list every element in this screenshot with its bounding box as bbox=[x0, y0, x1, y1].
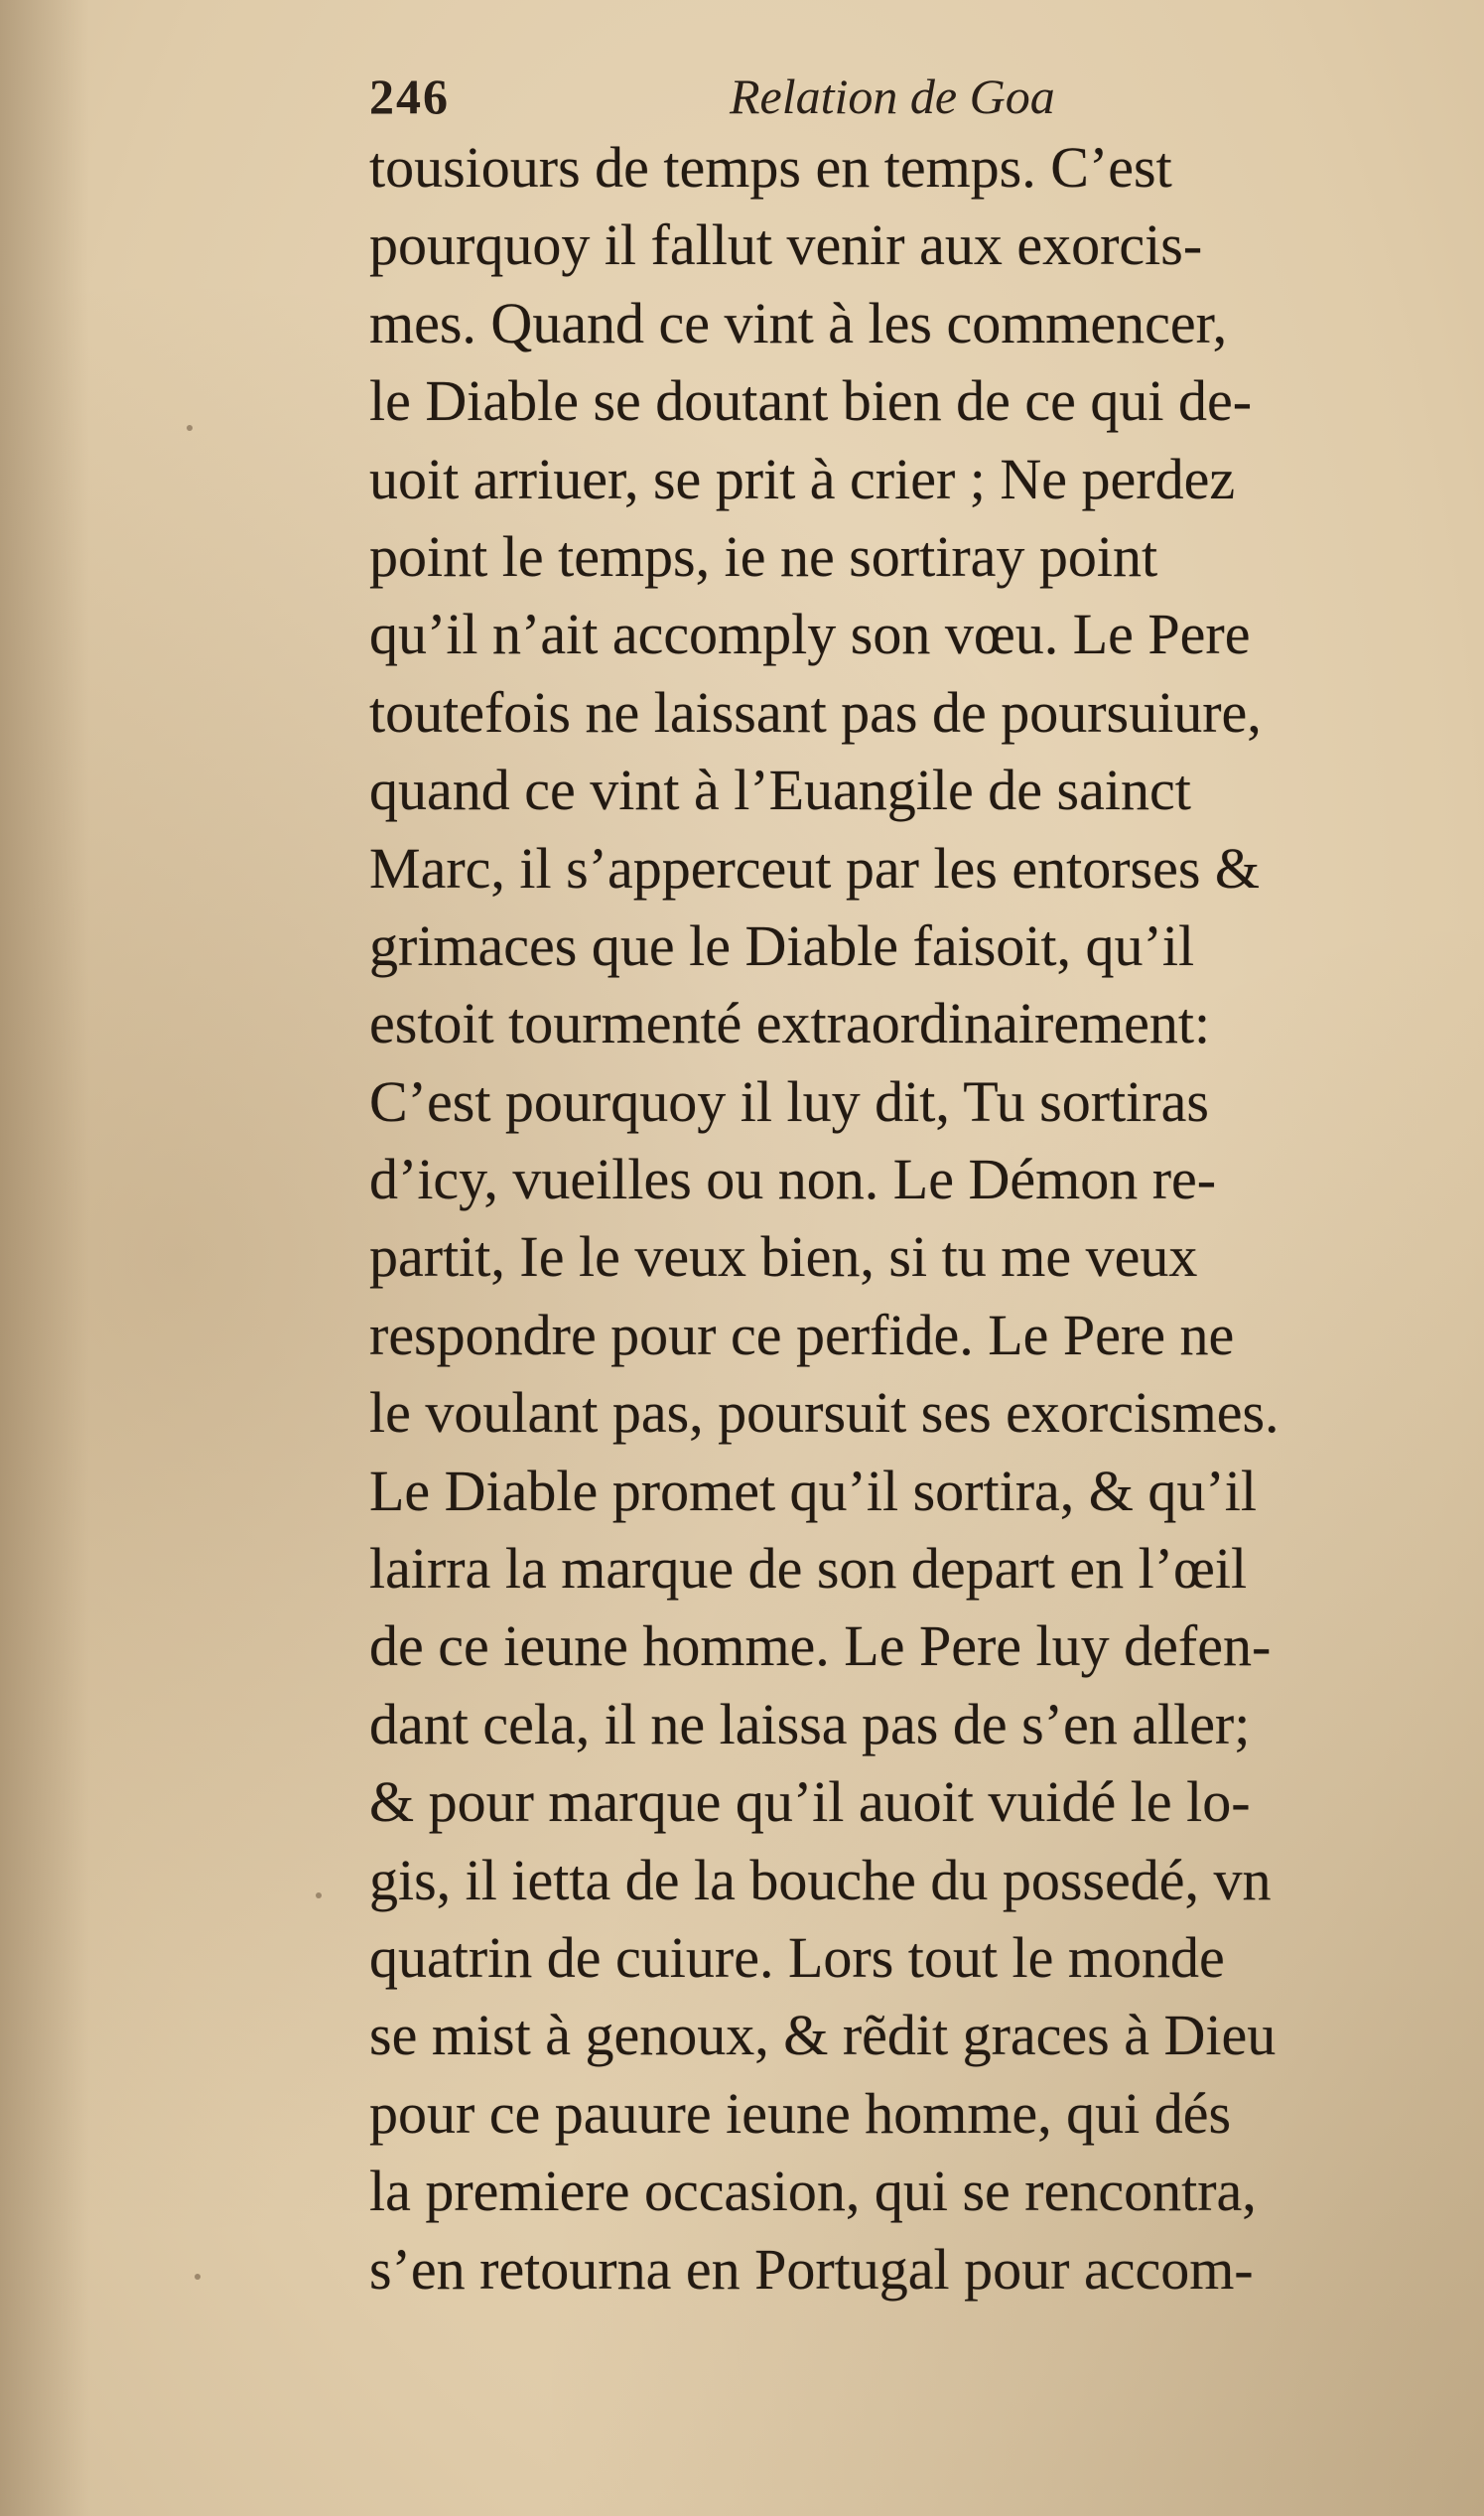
paper-spot bbox=[316, 1892, 322, 1898]
text-line: quand ce vint à l’Euangile de sainct bbox=[369, 758, 1191, 823]
text-line: mes. Quand ce vint à les commencer, bbox=[369, 290, 1228, 355]
text-line: dant cela, il ne laissa pas de s’en aller; bbox=[369, 1691, 1251, 1756]
text-line: estoit tourmenté extraordinairement: bbox=[369, 991, 1211, 1056]
text-line: point le temps, ie ne sortiray point bbox=[369, 523, 1158, 589]
text-line: grimaces que le Diable faisoit, qu’il bbox=[369, 912, 1195, 978]
text-line: quatrin de cuiure. Lors tout le monde bbox=[369, 1924, 1225, 1990]
text-line: le voulant pas, poursuit ses exorcismes. bbox=[369, 1380, 1280, 1446]
text-line: pour ce pauure ieune homme, qui dés bbox=[369, 2080, 1232, 2146]
text-line: qu’il n’ait accomply son vœu. Le Pere bbox=[369, 602, 1251, 667]
paper-spot bbox=[195, 2274, 201, 2280]
running-title: Relation de Goa bbox=[730, 69, 1055, 124]
text-line: le Diable se doutant bien de ce qui de- bbox=[369, 368, 1253, 434]
text-line: C’est pourquoy il luy dit, Tu sortiras bbox=[369, 1068, 1209, 1134]
page-number: 246 bbox=[369, 69, 450, 124]
text-line: partit, Ie le veux bien, si tu me veux bbox=[369, 1224, 1198, 1290]
text-line: uoit arriuer, se prit à crier ; Ne perdez bbox=[369, 446, 1236, 511]
text-line: se mist à genoux, & rẽdit graces à Dieu bbox=[369, 2003, 1277, 2068]
text-line: tousiours de temps en temps. C’est bbox=[369, 135, 1172, 200]
text-line: la premiere occasion, qui se rencontra, bbox=[369, 2159, 1257, 2224]
body-text bbox=[369, 129, 1461, 2308]
text-line: d’icy, vueilles ou non. Le Démon re- bbox=[369, 1147, 1217, 1212]
text-line: Le Diable promet qu’il sortira, & qu’il bbox=[369, 1458, 1257, 1523]
text-line: Marc, il s’apperceut par les entorses & bbox=[369, 835, 1261, 901]
text-line: pourquoy il fallut venir aux exorcis- bbox=[369, 212, 1203, 278]
text-line: & pour marque qu’il auoit vuidé le lo- bbox=[369, 1769, 1251, 1835]
text-line: de ce ieune homme. Le Pere luy defen- bbox=[369, 1613, 1272, 1679]
paper-spot bbox=[187, 425, 193, 431]
text-line: gis, il ietta de la bouche du possedé, vn bbox=[369, 1847, 1272, 1912]
text-line: toutefois ne laissant pas de poursuiure, bbox=[369, 679, 1262, 745]
text-line: respondre pour ce perfide. Le Pere ne bbox=[369, 1302, 1235, 1367]
text-line: s’en retourna en Portugal pour accom- bbox=[369, 2236, 1254, 2302]
text-line: lairra la marque de son depart en l’œil bbox=[369, 1536, 1248, 1602]
